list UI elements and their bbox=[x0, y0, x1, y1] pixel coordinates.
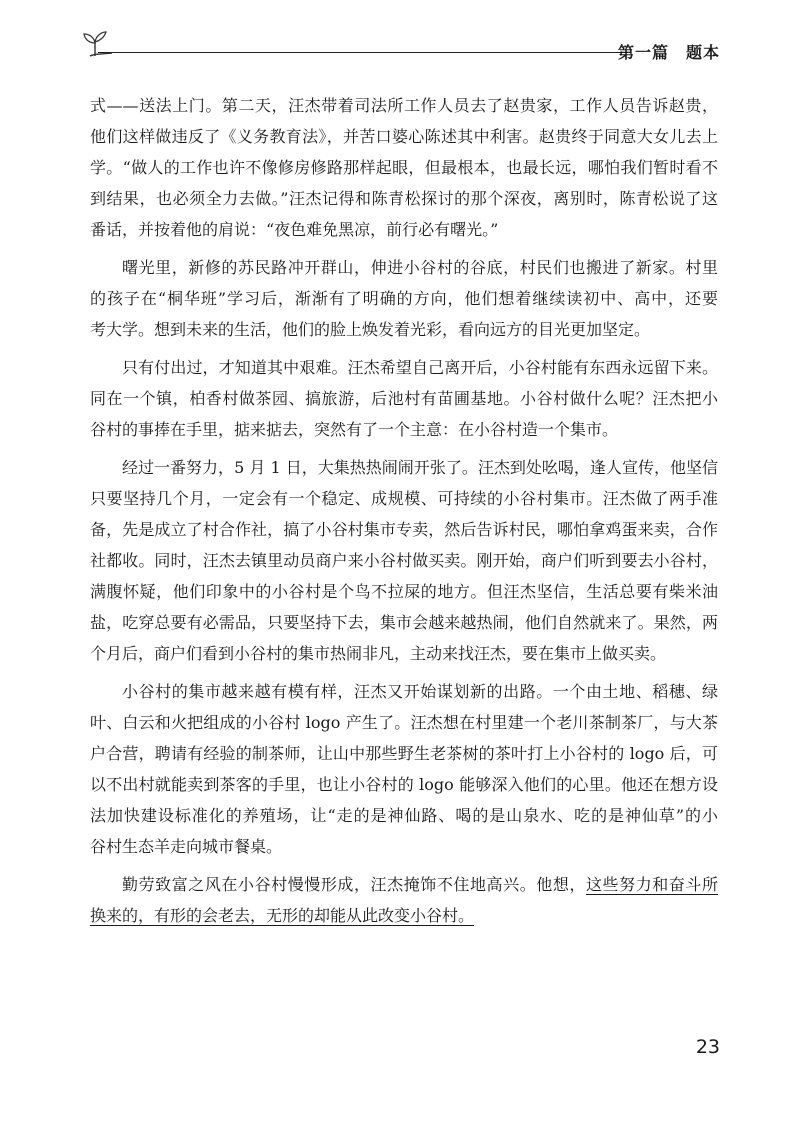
text-line: 考大学。想到未来的生活，他们的脸上焕发着光彩，看向远方的目光更加坚定。 bbox=[90, 320, 651, 339]
text-line: 叶、白云和火把组成的小谷村 logo 产生了。汪杰想在村里建一个老川茶制茶厂，与大茶 bbox=[90, 713, 718, 732]
text-line: 同在一个镇，柏香村做茶园、搞旅游，后池村有苗圃基地。小谷村做什么呢？汪杰把小 bbox=[90, 389, 718, 408]
text-line: 满腹怀疑，他们印象中的小谷村是个鸟不拉屎的地方。但汪杰坚信，生活总要有柴米油 bbox=[90, 582, 718, 601]
paragraph bbox=[90, 452, 718, 669]
paragraph bbox=[90, 869, 718, 931]
text-line: 番话，并按着他的肩说：“夜色难免黑凉，前行必有曙光。” bbox=[90, 220, 499, 239]
sprout-icon bbox=[78, 30, 112, 58]
text-line: 小谷村的集市越来越有模有样，汪杰又开始谋划新的出路。一个由土地、稻穗、绿 bbox=[122, 682, 718, 701]
text-line: 个月后，商户们看到小谷村的集市热闹非凡，主动来找汪杰，要在集市上做买卖。 bbox=[90, 644, 667, 663]
text-line: 备，先是成立了村合作社，搞了小谷村集市专卖，然后告诉村民，哪怕拿鸡蛋来卖，合作 bbox=[90, 520, 718, 539]
section-title: 第一篇 题本 bbox=[617, 43, 720, 62]
running-header bbox=[78, 30, 720, 70]
text-line: 到结果，也必须全力去做。”汪杰记得和陈青松探讨的那个深夜，离别时，陈青松说了这 bbox=[90, 189, 718, 208]
text-line: 社都收。同时，汪杰去镇里动员商户来小谷村做买卖。刚开始，商户们听到要去小谷村， bbox=[90, 551, 718, 570]
text-line: 只有付出过，才知道其中艰难。汪杰希望自己离开后，小谷村能有东西永远留下来。 bbox=[122, 358, 718, 377]
text-line bbox=[90, 869, 718, 900]
text-line: 户合营，聘请有经验的制茶师，让山中那些野生老茶树的茶叶打上小谷村的 logo 后，可 bbox=[90, 744, 718, 763]
underlined-text: 换来的，有形的会老去，无形的却能从此改变小谷村。 bbox=[90, 906, 475, 925]
text-line: 他们这样做违反了《义务教育法》，并苦口婆心陈述其中利害。赵贵终于同意大女儿去上 bbox=[90, 127, 718, 146]
paragraph bbox=[90, 90, 718, 245]
paragraph bbox=[90, 252, 718, 345]
text-line: 学。“做人的工作也许不像修房修路那样起眼，但最根本，也最长远，哪怕我们暂时看不 bbox=[90, 158, 718, 177]
paragraph bbox=[90, 676, 718, 862]
text-line: 以不出村就能卖到茶客的手里，也让小谷村的 logo 能够深入他们的心里。他还在想方设 bbox=[90, 775, 718, 794]
plain-text: 勤劳致富之风在小谷村慢慢形成，汪杰掩饰不住地高兴。他想， bbox=[122, 875, 586, 894]
text-line: 法加快建设标准化的养殖场，让“走的是神仙路、喝的是山泉水、吃的是神仙草”的小 bbox=[90, 806, 718, 825]
underlined-text: 这些努力和奋斗所 bbox=[585, 875, 718, 894]
text-line: 谷村的事捧在手里，掂来掂去，突然有了一个主意：在小谷村造一个集市。 bbox=[90, 420, 619, 439]
text-line: 经过一番努力，5 月 1 日，大集热热闹闹开张了。汪杰到处吆喝，逢人宣传，他坚信 bbox=[122, 458, 718, 477]
text-line: 只要坚持几个月，一定会有一个稳定、成规模、可持续的小谷村集市。汪杰做了两手准 bbox=[90, 489, 718, 508]
text-line: 盐，吃穿总要有必需品，只要坚持下去，集市会越来越热闹，他们自然就来了。果然，两 bbox=[90, 613, 718, 632]
text-line: 的孩子在“桐华班”学习后，渐渐有了明确的方向，他们想着继续读初中、高中，还要 bbox=[90, 289, 718, 308]
paragraph bbox=[90, 352, 718, 445]
header-rule bbox=[98, 52, 630, 53]
text-line: 式——送法上门。第二天，汪杰带着司法所工作人员去了赵贵家，工作人员告诉赵贵， bbox=[90, 96, 718, 115]
text-line: 曙光里，新修的苏民路冲开群山，伸进小谷村的谷底，村民们也搬进了新家。村里 bbox=[122, 258, 718, 277]
page-number: 23 bbox=[695, 1036, 720, 1058]
text-line bbox=[90, 900, 718, 931]
body-text bbox=[90, 90, 718, 931]
text-line: 谷村生态羊走向城市餐桌。 bbox=[90, 837, 283, 856]
